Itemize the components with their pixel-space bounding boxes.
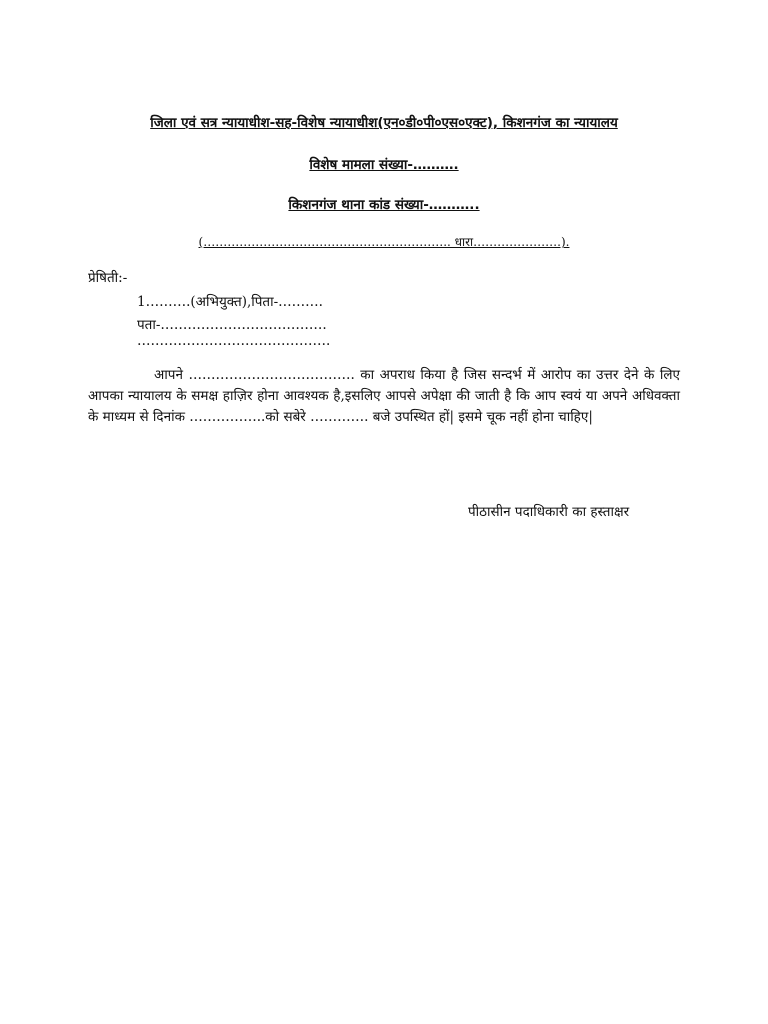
section-line: (…………………………………………………….. धारा………………….). — [198, 235, 570, 249]
accused-line: 1……….(अभियुक्त),पिता-………. — [137, 294, 323, 310]
police-case-number: किशनगंज थाना कांड संख्या-……….. — [288, 197, 480, 213]
summons-paragraph: आपने ………………………………. का अपराध किया है जिस सन्दर्भ में आरोप का उत्तर देने के लिए आपका न्यायालय के समक्ष हाज़िर होना आवश्यक है,इसलिए आपसे अपेक्षा की जाती है कि आप स्वयं या अपने अधिवक्ता के माध्यम से दिनांक ……………..को सबेरे …………. बजे उपस्थित हों| इसमे चूक नहीं होना चाहिए| — [88, 367, 680, 425]
recipient-label: प्रेषिती:- — [88, 270, 128, 286]
address-line: पता-………………………………. — [137, 317, 327, 333]
special-case-number: विशेष मामला संख्या-………. — [309, 157, 459, 173]
court-title: जिला एवं सत्र न्यायाधीश-सह-विशेष न्यायाधीश(एन०डी०पी०एस०एक्ट), किशनगंज का न्यायालय — [150, 115, 618, 131]
signature-label: पीठासीन पदाधिकारी का हस्ताक्षर — [468, 504, 630, 520]
address-continuation: ……………………………………. — [137, 333, 331, 349]
